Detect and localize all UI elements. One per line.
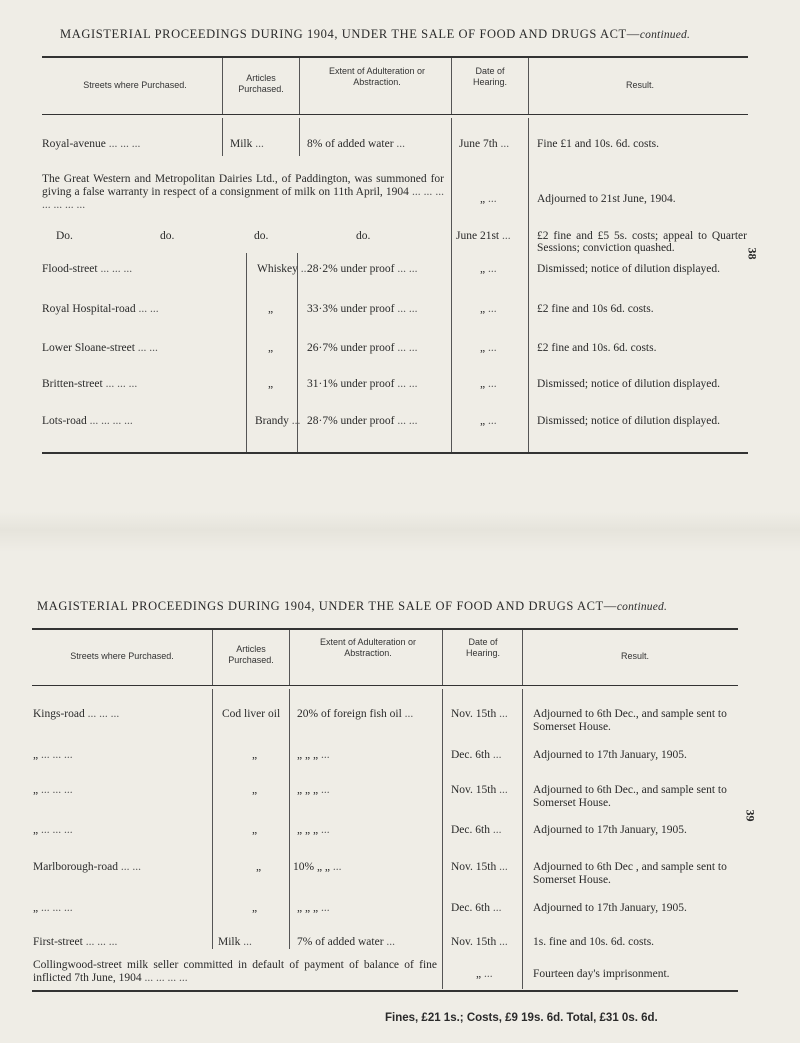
result-cell: Adjourned to 21st June, 1904. <box>537 193 676 205</box>
table-row: „ ... ... ... <box>33 784 73 796</box>
article-cell: „ <box>268 342 274 354</box>
article-cell: „ <box>252 824 258 836</box>
table-row: Britten-street ... ... ... <box>42 378 138 390</box>
result-cell: £2 fine and 10s 6d. costs. <box>537 303 654 315</box>
table-bottom-rule <box>42 452 748 454</box>
header-date: Date of Hearing. <box>472 66 508 87</box>
extent-cell: 31·1% under proof ... ... <box>307 378 418 390</box>
header-bottom-rule <box>42 114 748 115</box>
date-cell: Nov. 15th ... <box>451 936 508 948</box>
date-cell: „ ... <box>480 342 497 354</box>
table-bottom-rule <box>32 990 738 992</box>
table-row: Lots-road ... ... ... ... <box>42 415 133 427</box>
column-divider <box>299 58 300 114</box>
result-cell: Adjourned to 17th January, 1905. <box>533 902 687 914</box>
extent-cell: 28·2% under proof ... ... <box>307 263 418 275</box>
article-cell: Whiskey ... <box>257 263 310 275</box>
date-cell: Dec. 6th ... <box>451 902 502 914</box>
date-cell: „ ... <box>480 415 497 427</box>
column-divider <box>451 118 452 452</box>
note-row: The Great Western and Metropolitan Dairies Ltd., of Paddington, was summoned for giving a false warranty in respect of a consignment of milk on 11th April, 1904 ... ... ... ... ... ... ... <box>42 173 444 211</box>
result-cell: £2 fine and £5 5s. costs; appeal to Quarter Sessions; conviction quashed. <box>537 230 747 254</box>
result-cell: Dismissed; notice of dilution displayed. <box>537 263 721 275</box>
column-divider <box>289 689 290 949</box>
column-divider <box>522 630 523 685</box>
header-article: Articles Purchased. <box>238 73 284 94</box>
header-date: Date of Hearing. <box>465 637 501 658</box>
result-cell: Fourteen day's imprisonment. <box>533 968 670 980</box>
column-divider <box>528 118 529 452</box>
result-cell: Fine £1 and 10s. 6d. costs. <box>537 138 660 150</box>
header-article: Articles Purchased. <box>228 644 274 665</box>
result-cell: Dismissed; notice of dilution displayed. <box>537 415 721 427</box>
column-divider <box>212 630 213 685</box>
result-cell: Adjourned to 17th January, 1905. <box>533 824 687 836</box>
column-divider <box>222 118 223 156</box>
article-cell: „ <box>252 749 258 761</box>
table-row: Lower Sloane-street ... ... <box>42 342 158 354</box>
extent-cell: do. <box>356 230 371 242</box>
extent-cell: 8% of added water ... <box>307 138 406 150</box>
article-cell: „ <box>252 784 258 796</box>
result-cell: Adjourned to 6th Dec , and sample sent to Somerset House. <box>533 861 727 886</box>
extent-cell: „ „ „ ... <box>297 784 330 796</box>
column-divider <box>442 689 443 989</box>
article-cell: Milk ... <box>230 138 264 150</box>
column-divider <box>222 58 223 114</box>
header-result: Result. <box>625 80 654 90</box>
column-divider <box>246 253 247 452</box>
header-street: Streets where Purchased. <box>83 80 187 90</box>
article-cell: Brandy ... <box>255 415 301 427</box>
table-row: Flood-street ... ... ... <box>42 263 133 275</box>
date-cell: Nov. 15th ... <box>451 708 508 720</box>
article-cell: Milk ... <box>218 936 252 948</box>
extent-cell: „ „ „ ... <box>297 749 330 761</box>
result-cell: 1s. fine and 10s. 6d. costs. <box>533 936 655 948</box>
result-cell: Adjourned to 6th Dec., and sample sent to Somerset House. <box>533 784 727 809</box>
header-top-rule <box>32 628 738 630</box>
date-cell: „ ... <box>480 378 497 390</box>
page-number: 39 <box>743 809 758 822</box>
column-divider <box>299 118 300 156</box>
table-row: First-street ... ... ... <box>33 936 118 948</box>
extent-cell: „ „ „ ... <box>297 824 330 836</box>
top-page <box>0 0 800 512</box>
header-extent: Extent of Adulteration or Abstraction. <box>328 66 426 87</box>
column-divider <box>212 689 213 949</box>
street-cell-2: do. <box>160 230 175 242</box>
article-cell: „ <box>252 902 258 914</box>
totals-line: Fines, £21 1s.; Costs, £9 19s. 6d. Total, £31 0s. 6d. <box>385 1012 658 1024</box>
extent-cell: 20% of foreign fish oil ... <box>297 708 414 720</box>
result-cell: Adjourned to 6th Dec., and sample sent to Somerset House. <box>533 708 727 733</box>
article-cell: Cod liver oil <box>222 708 281 720</box>
bottom-page <box>0 552 800 1043</box>
result-cell: £2 fine and 10s. 6d. costs. <box>537 342 657 354</box>
column-divider <box>528 58 529 114</box>
header-bottom-rule <box>32 685 738 686</box>
date-cell: „ ... <box>480 193 497 205</box>
page-number: 38 <box>745 247 760 260</box>
page-title: MAGISTERIAL PROCEEDINGS DURING 1904, UNDER THE SALE OF FOOD AND DRUGS ACT—continued. <box>60 27 691 41</box>
column-divider <box>451 58 452 114</box>
header-result: Result. <box>620 651 649 661</box>
extent-cell: 7% of added water ... <box>297 936 396 948</box>
table-row: Royal-avenue ... ... ... <box>42 138 141 150</box>
header-top-rule <box>42 56 748 58</box>
date-cell: Dec. 6th ... <box>451 749 502 761</box>
result-cell: Dismissed; notice of dilution displayed. <box>537 378 721 390</box>
date-cell: Nov. 15th ... <box>451 784 508 796</box>
date-cell: „ ... <box>480 263 497 275</box>
note-row: Collingwood-street milk seller committed in default of payment of balance of fine inflicted 7th June, 1904 ... ... ... ... <box>33 959 437 984</box>
page-fold <box>0 512 800 552</box>
date-cell: Nov. 15th ... <box>451 861 508 873</box>
extent-cell: 10% „ „ ... <box>293 861 342 873</box>
result-cell: Adjourned to 17th January, 1905. <box>533 749 687 761</box>
page-title: MAGISTERIAL PROCEEDINGS DURING 1904, UNDER THE SALE OF FOOD AND DRUGS ACT—continued. <box>37 599 668 613</box>
column-divider <box>522 689 523 989</box>
extent-cell: 28·7% under proof ... ... <box>307 415 418 427</box>
extent-cell: 33·3% under proof ... ... <box>307 303 418 315</box>
street-cell: Do. <box>56 230 73 242</box>
table-row: „ ... ... ... <box>33 824 73 836</box>
column-divider <box>442 630 443 685</box>
extent-cell: „ „ „ ... <box>297 902 330 914</box>
extent-cell: 26·7% under proof ... ... <box>307 342 418 354</box>
article-cell: „ <box>256 861 262 873</box>
table-row: „ ... ... ... <box>33 902 73 914</box>
table-row: Royal Hospital-road ... ... <box>42 303 159 315</box>
header-street: Streets where Purchased. <box>70 651 174 661</box>
article-cell: „ <box>268 303 274 315</box>
table-row: „ ... ... ... <box>33 749 73 761</box>
table-row: Marlborough-road ... ... <box>33 861 141 873</box>
date-cell: „ ... <box>476 968 493 980</box>
column-divider <box>289 630 290 685</box>
article-cell: „ <box>268 378 274 390</box>
date-cell: June 21st ... <box>456 230 511 242</box>
date-cell: Dec. 6th ... <box>451 824 502 836</box>
header-extent: Extent of Adulteration or Abstraction. <box>319 637 417 658</box>
date-cell: June 7th ... <box>459 138 510 150</box>
article-cell: do. <box>254 230 269 242</box>
date-cell: „ ... <box>480 303 497 315</box>
table-row: Kings-road ... ... ... <box>33 708 120 720</box>
